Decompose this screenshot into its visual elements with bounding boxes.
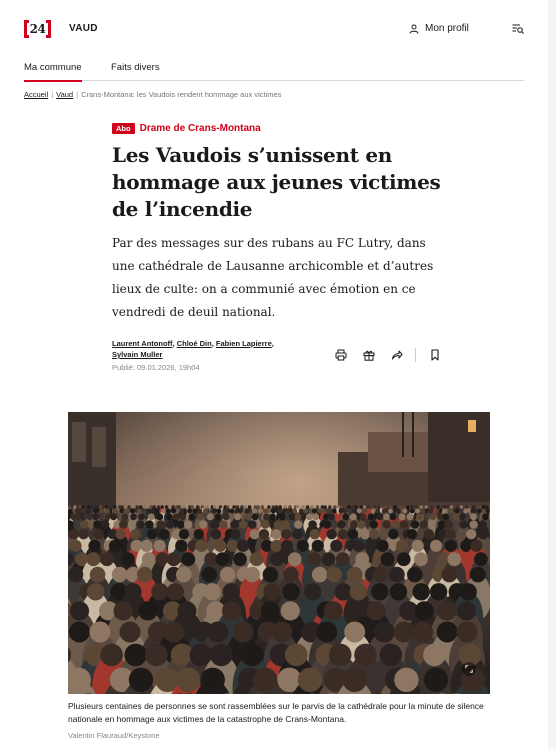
article-headline: Les Vaudois s’unissent en hommage aux jeunes victimes de l’incendie: [112, 143, 441, 221]
print-icon[interactable]: [334, 349, 347, 362]
breadcrumb-separator: |: [51, 90, 54, 99]
article-lead: Par des messages sur des rubans au FC Lutry, dans une cathédrale de Lausanne archicomble et d’autres lieux de culte: on a communié avec émotion en ce vendredi de deuil national.: [112, 236, 434, 319]
profile-button[interactable]: [409, 23, 469, 34]
breadcrumb-accueil[interactable]: Accueil: [24, 90, 49, 99]
article-actions: [334, 348, 441, 362]
subnav-item-ma-commune[interactable]: Ma commune: [24, 62, 82, 82]
abo-badge: Abo: [112, 123, 135, 134]
author-link[interactable]: Sylvain Muller: [112, 350, 163, 359]
bookmark-icon[interactable]: [428, 349, 441, 362]
author-link[interactable]: Fabien Lapierre: [215, 339, 272, 348]
photo-credit: Valentin Flauraud/Keystone: [68, 731, 160, 740]
site-header: [24, 0, 524, 58]
kicker-topic[interactable]: Drame de Crans-Montana: [139, 123, 261, 134]
menu-search-icon[interactable]: [512, 23, 524, 35]
gift-icon[interactable]: [362, 349, 375, 362]
actions-divider: [415, 348, 416, 362]
share-icon[interactable]: [390, 349, 403, 362]
published-date: Publié: 09.01.2026, 19h04: [112, 363, 200, 372]
site-logo[interactable]: [24, 20, 51, 38]
breadcrumb-separator: |: [76, 90, 79, 99]
sub-navigation: [24, 58, 524, 81]
breadcrumb-vaud[interactable]: Vaud: [56, 90, 74, 99]
logo-text: 24: [29, 22, 46, 36]
article-authors: Laurent Antonoff, Chloé Din, Fabien Lapierre, Sylvain Muller: [112, 339, 274, 359]
author-link[interactable]: Chloé Din: [176, 339, 212, 348]
expand-icon[interactable]: [462, 662, 476, 676]
profile-label: Mon profil: [425, 23, 469, 34]
photo-caption: Plusieurs centaines de personnes se sont rassemblées sur le parvis de la cathédrale pour la minute de silence nationale en hommage aux victimes de la catastrophe de Crans-Montana.: [68, 701, 484, 724]
breadcrumb: [24, 90, 281, 99]
breadcrumb-current: Crans-Montana: les Vaudois rendent hommage aux victimes: [81, 90, 282, 99]
author-link[interactable]: Laurent Antonoff: [112, 339, 173, 348]
scrollbar[interactable]: [548, 0, 556, 749]
article-kicker: [112, 123, 261, 134]
subnav-item-faits-divers[interactable]: Faits divers: [111, 62, 160, 73]
crowd-photo: [68, 412, 490, 694]
user-icon: [409, 24, 419, 34]
article-photo[interactable]: [68, 412, 490, 694]
section-title[interactable]: VAUD: [69, 23, 98, 34]
